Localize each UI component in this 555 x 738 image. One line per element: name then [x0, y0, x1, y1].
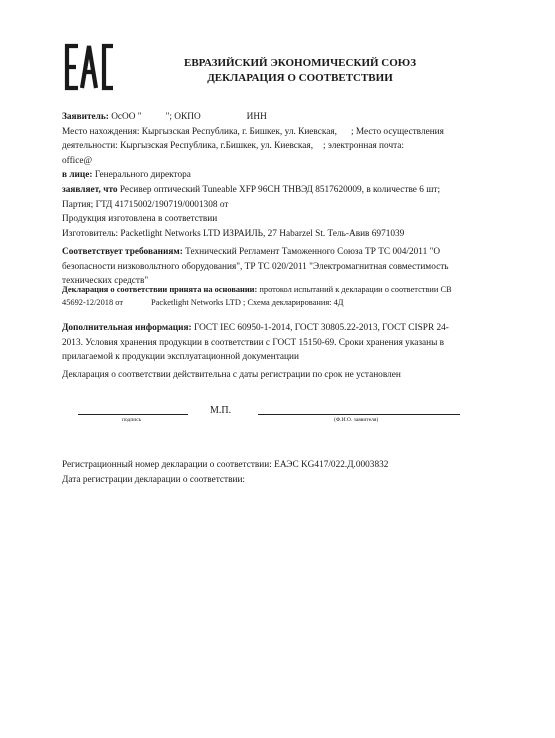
eac-logo: [64, 42, 116, 92]
additional-info-block: [62, 321, 487, 365]
made-per-line: Продукция изготовлена в соответствии: [62, 214, 218, 225]
requirements-label: Соответствует требованиям:: [62, 247, 183, 257]
requirements-line-1: Технический Регламент Таможенного Союза ТР ТС 004/2011 "О: [185, 247, 441, 257]
basis-scheme: Packetlight Networks LTD ; Схема декларирования: 4Д: [151, 298, 344, 307]
requirements-line-3: технических средств": [62, 276, 149, 287]
declaration-title: ДЕКЛАРАЦИЯ О СООТВЕТСТВИИ: [207, 72, 393, 84]
activity-place-label: ; Место осуществления: [350, 126, 444, 137]
additional-line-3: прилагаемой к продукции эксплуатационной документации: [62, 352, 299, 363]
registration-block: [62, 458, 487, 487]
person-value: Генерального директора: [94, 170, 191, 181]
activity-line: деятельности: Кыргызская Республика, г.Бишкек, ул. Киевская,: [62, 141, 314, 152]
product-quantity: в количестве 6 шт;: [366, 184, 441, 195]
basis-line-1: протокол испытаний к декларации о соответствии СВ: [259, 285, 452, 294]
product-name: Ресивер оптический Tuneable XFP 96CH ТНВЭД 8517620009,: [119, 184, 365, 195]
basis-label: Декларация о соответствии принята на основании:: [62, 285, 258, 294]
registration-number: Регистрационный номер декларации о соответствии: ЕАЭС KG417/022.Д.0003832: [62, 460, 389, 470]
basis-block: [62, 283, 487, 309]
registration-date: Дата регистрации декларации о соответствии:: [62, 474, 245, 485]
batch-line: Партия; ГТД 41715002/190719/0001308 от: [62, 199, 229, 210]
name-caption: (Ф.И.О. заявителя): [334, 417, 379, 423]
signature-line: [78, 414, 188, 415]
email-label: ; электронная почта:: [323, 141, 405, 152]
requirements-line-2: безопасности низковольтного оборудования", ТР ТС 020/2011 "Электромагнитная совместимость: [62, 261, 449, 272]
manufacturer-line: Изготовитель: Packetlight Networks LTD ИЗРАИЛЬ, 27 Habarzel St. Тель-Авив 6971039: [62, 228, 405, 239]
document-header: [150, 56, 450, 86]
validity-line: Декларация о соответствии действительна с даты регистрации по срок не установлен: [62, 370, 401, 380]
declares-label: заявляет, что: [62, 184, 118, 195]
additional-line-1: ГОСТ IEC 60950-1-2014, ГОСТ 30805.22-2013, ГОСТ CISPR 24-: [193, 323, 449, 333]
email-value: office@: [62, 155, 93, 166]
additional-line-2: 2013. Условия хранения продукции в соответствии с ГОСТ 15150-69. Сроки хранения указаны в: [62, 337, 445, 348]
applicant-label: Заявитель:: [62, 112, 109, 122]
applicant-okpo: "; ОКПО: [165, 112, 201, 122]
validity-block: [62, 368, 487, 383]
person-label: в лице:: [62, 170, 93, 181]
location-line: Место нахождения: Кыргызская Республика, г. Бишкек, ул. Киевская,: [62, 126, 337, 137]
union-title: ЕВРАЗИЙСКИЙ ЭКОНОМИЧЕСКИЙ СОЮЗ: [183, 57, 416, 69]
applicant-inn: ИНН: [246, 112, 267, 122]
applicant-org: ОсОО ": [111, 112, 142, 122]
additional-label: Дополнительная информация:: [62, 323, 192, 333]
stamp-label: М.П.: [210, 405, 232, 416]
basis-protocol: 45692-12/2018 от: [62, 298, 124, 307]
signature-caption: подпись: [122, 417, 142, 423]
name-line: [258, 414, 460, 415]
applicant-block: [62, 110, 487, 241]
